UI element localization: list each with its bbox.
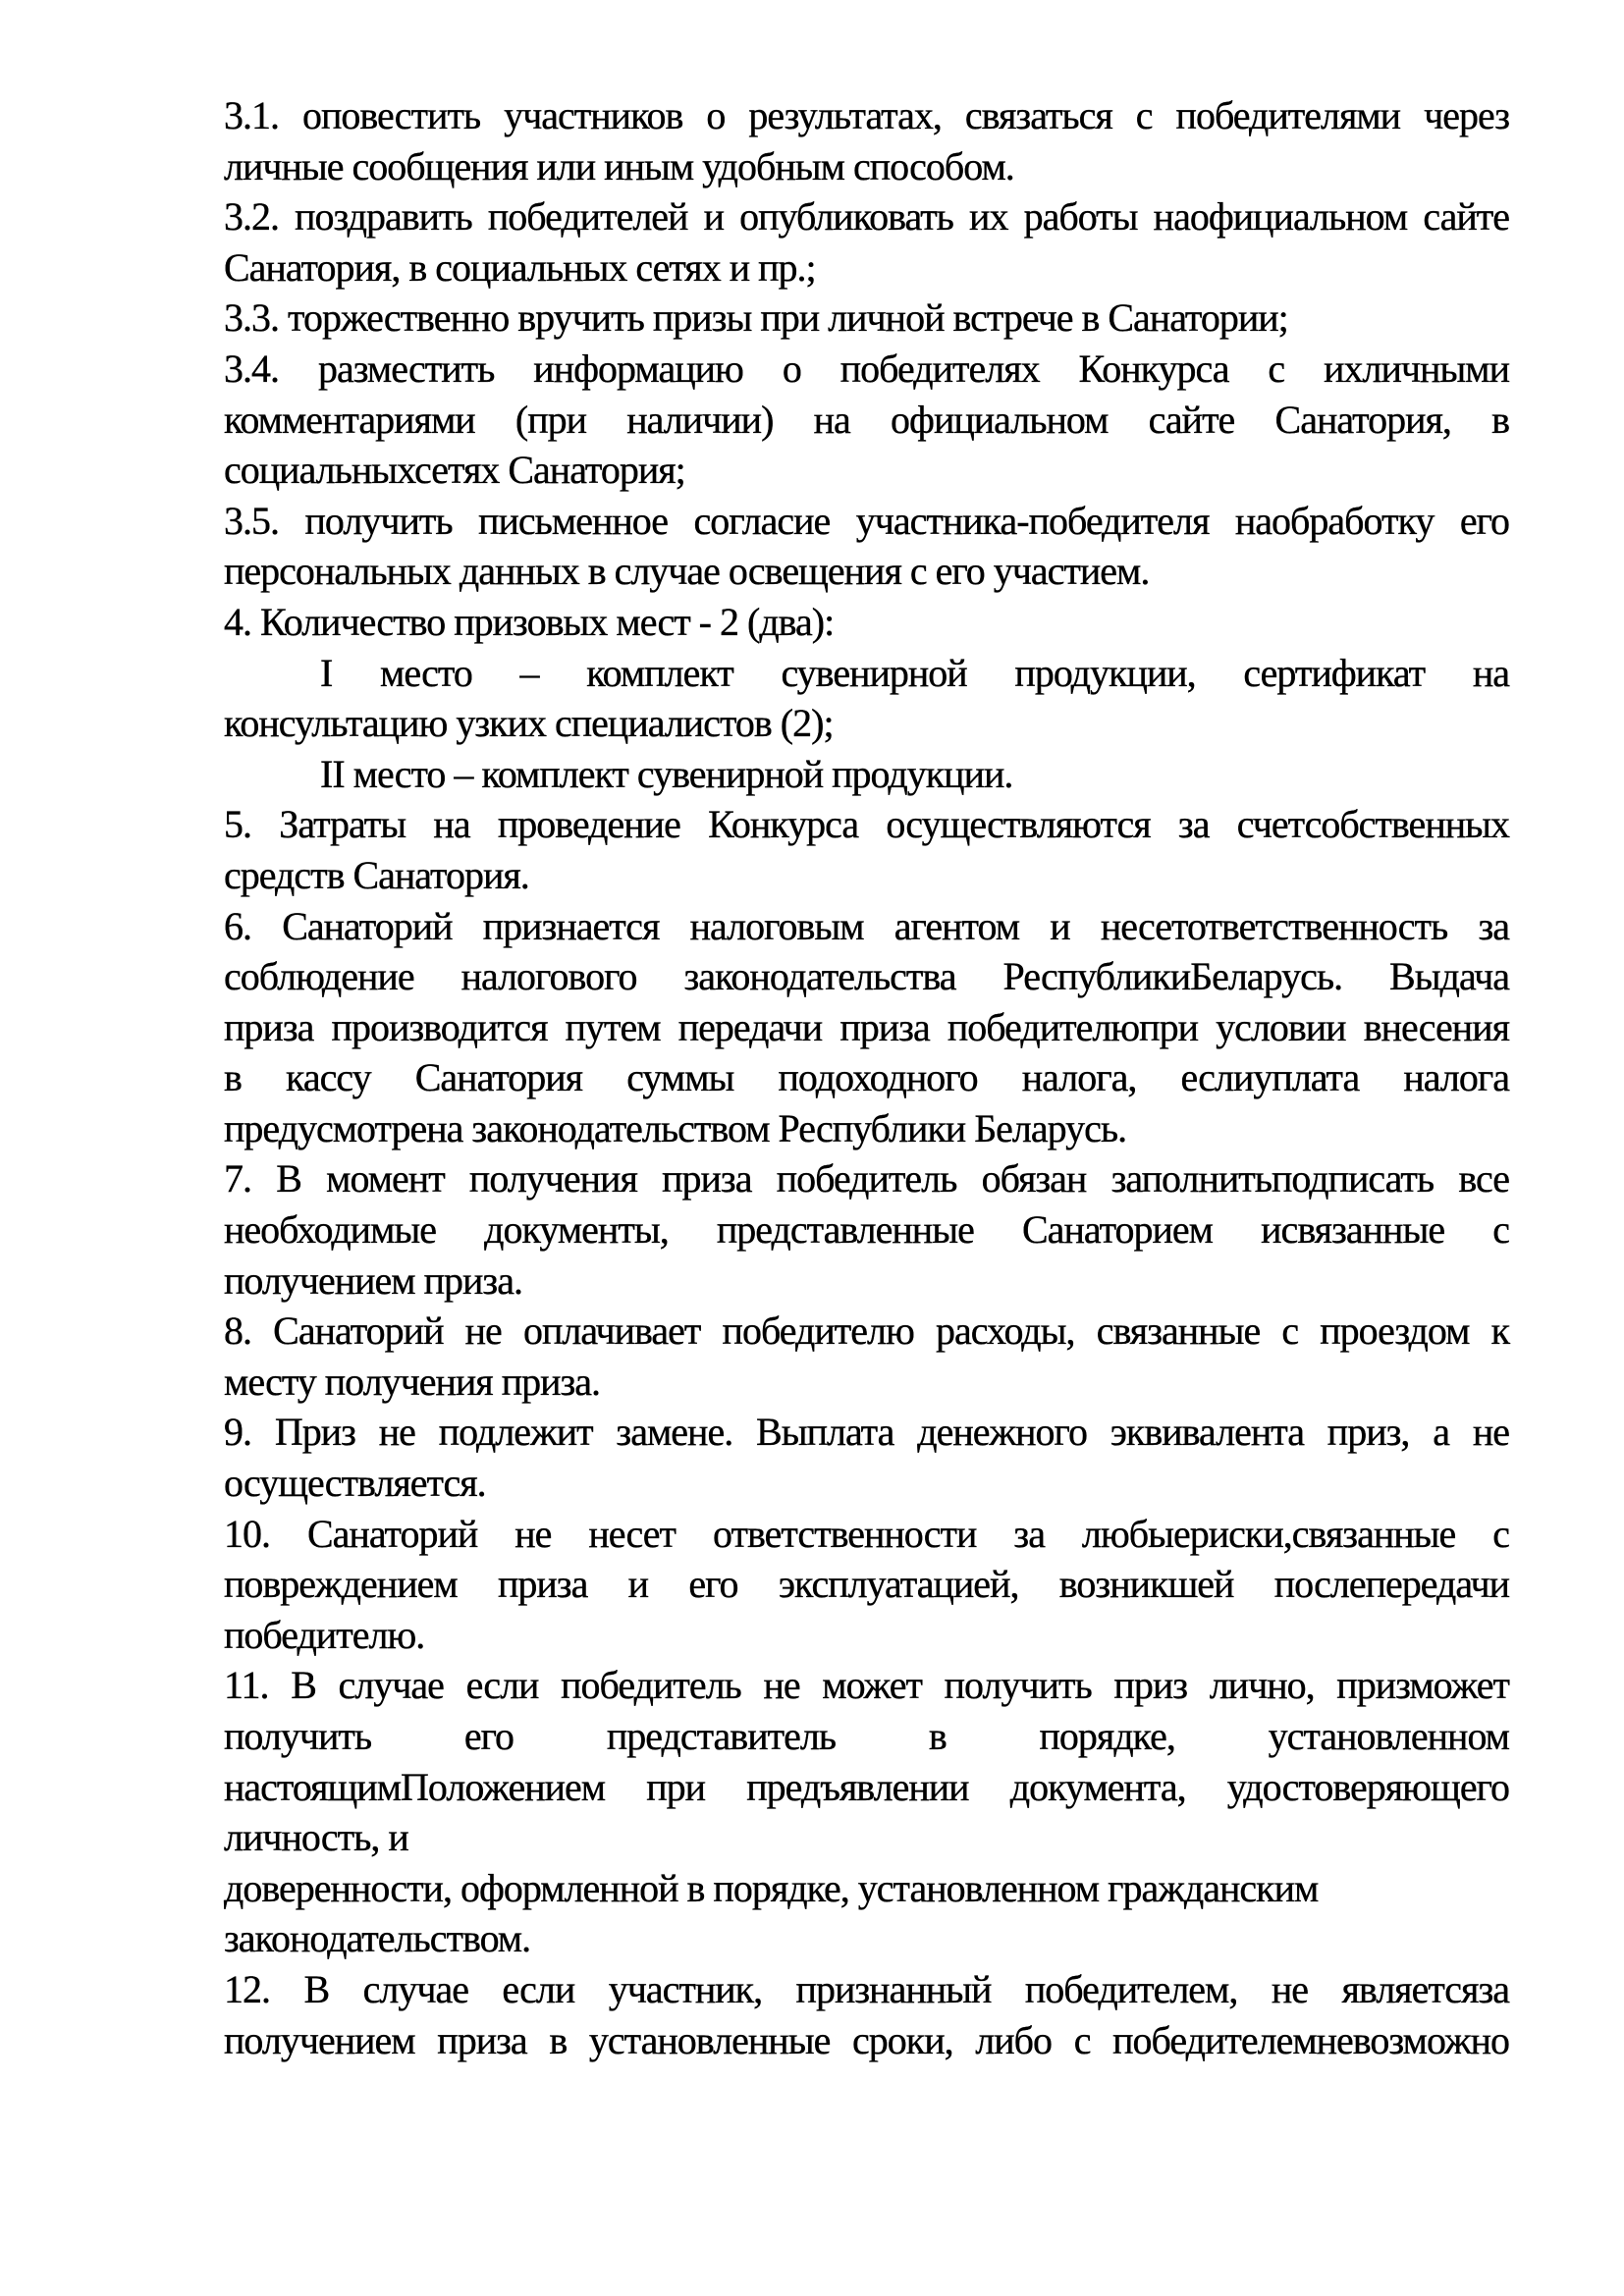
text-line: 3.2. поздравить победителей и опубликовать их работы наофициальном сайте (224, 194, 1509, 240)
text-line: приза производится путем передачи приза победителюпри условии внесения (224, 1004, 1509, 1049)
text-line: повреждением приза и его эксплуатацией, возникшей послепередачи (224, 1562, 1509, 1607)
text-line: 7. В момент получения приза победитель обязан заполнитьподписать все (224, 1156, 1509, 1201)
text-line: 3.5. получить письменное согласие участника-победителя наобработку его (224, 498, 1509, 543)
text-line: социальныхсетях Санатория; (224, 448, 685, 493)
text-line: 4. Количество призовых мест - 2 (два): (224, 599, 835, 644)
text-line: персональных данных в случае освещения с его участием. (224, 549, 1150, 594)
text-line: Санатория, в социальных сетях и пр.; (224, 244, 816, 290)
text-line: настоящимПоложением при предъявлении документа, удостоверяющего (224, 1764, 1509, 1809)
text-line: 11. В случае если победитель не может получить приз лично, призможет (224, 1663, 1509, 1708)
text-line: II место – комплект сувенирной продукции. (320, 751, 1013, 796)
document-text-block (224, 90, 1509, 2065)
text-line: осуществляется. (224, 1461, 486, 1506)
text-line: доверенности, оформленной в порядке, установленном гражданским (224, 1865, 1319, 1910)
text-line: 3.3. торжественно вручить призы при личной встрече в Санатории; (224, 295, 1288, 341)
text-line: 6. Санаторий признается налоговым агентом и несетответственность за (224, 903, 1509, 948)
text-line: законодательством. (224, 1916, 531, 1961)
text-line: месту получения приза. (224, 1359, 601, 1404)
text-line: личные сообщения или иным удобным способом. (224, 143, 1014, 188)
text-line: соблюдение налогового законодательства РеспубликиБеларусь. Выдача (224, 954, 1509, 999)
text-line: 12. В случае если участник, признанный победителем, не являетсяза (224, 1966, 1509, 2011)
text-line: необходимые документы, представленные Санаторием исвязанные с (224, 1207, 1509, 1253)
text-line: 3.1. оповестить участников о результатах, связаться с победителями через (224, 93, 1509, 137)
text-line: консультацию узких специалистов (2); (224, 701, 834, 746)
text-line: получением приза в установленные сроки, либо с победителемневозможно (224, 2017, 1509, 2062)
text-line: 9. Приз не подлежит замене. Выплата денежного эквивалента приз, а не (224, 1410, 1509, 1455)
text-line: получить его представитель в порядке, установленном (224, 1714, 1509, 1758)
text-line: в кассу Санатория суммы подоходного налога, еслиуплата налога (224, 1055, 1509, 1100)
text-line: I место – комплект сувенирной продукции, сертификат на (320, 650, 1509, 695)
text-line: комментариями (при наличии) на официальном сайте Санатория, в (224, 397, 1509, 442)
text-line: 3.4. разместить информацию о победителях Конкурса с ихличными (224, 346, 1509, 391)
text-line: получением приза. (224, 1257, 522, 1303)
text-line: 8. Санаторий не оплачивает победителю расходы, связанные с проездом к (224, 1308, 1509, 1354)
text-line: 5. Затраты на проведение Конкурса осуществляются за счетсобственных (224, 802, 1509, 847)
text-line: 10. Санаторий не несет ответственности за любыериски,связанные с (224, 1511, 1509, 1556)
text-line: предусмотрена законодательством Республики Беларусь. (224, 1105, 1127, 1150)
text-line: средств Санатория. (224, 852, 529, 897)
text-line: личность, и (224, 1815, 408, 1860)
text-line: победителю. (224, 1612, 425, 1657)
